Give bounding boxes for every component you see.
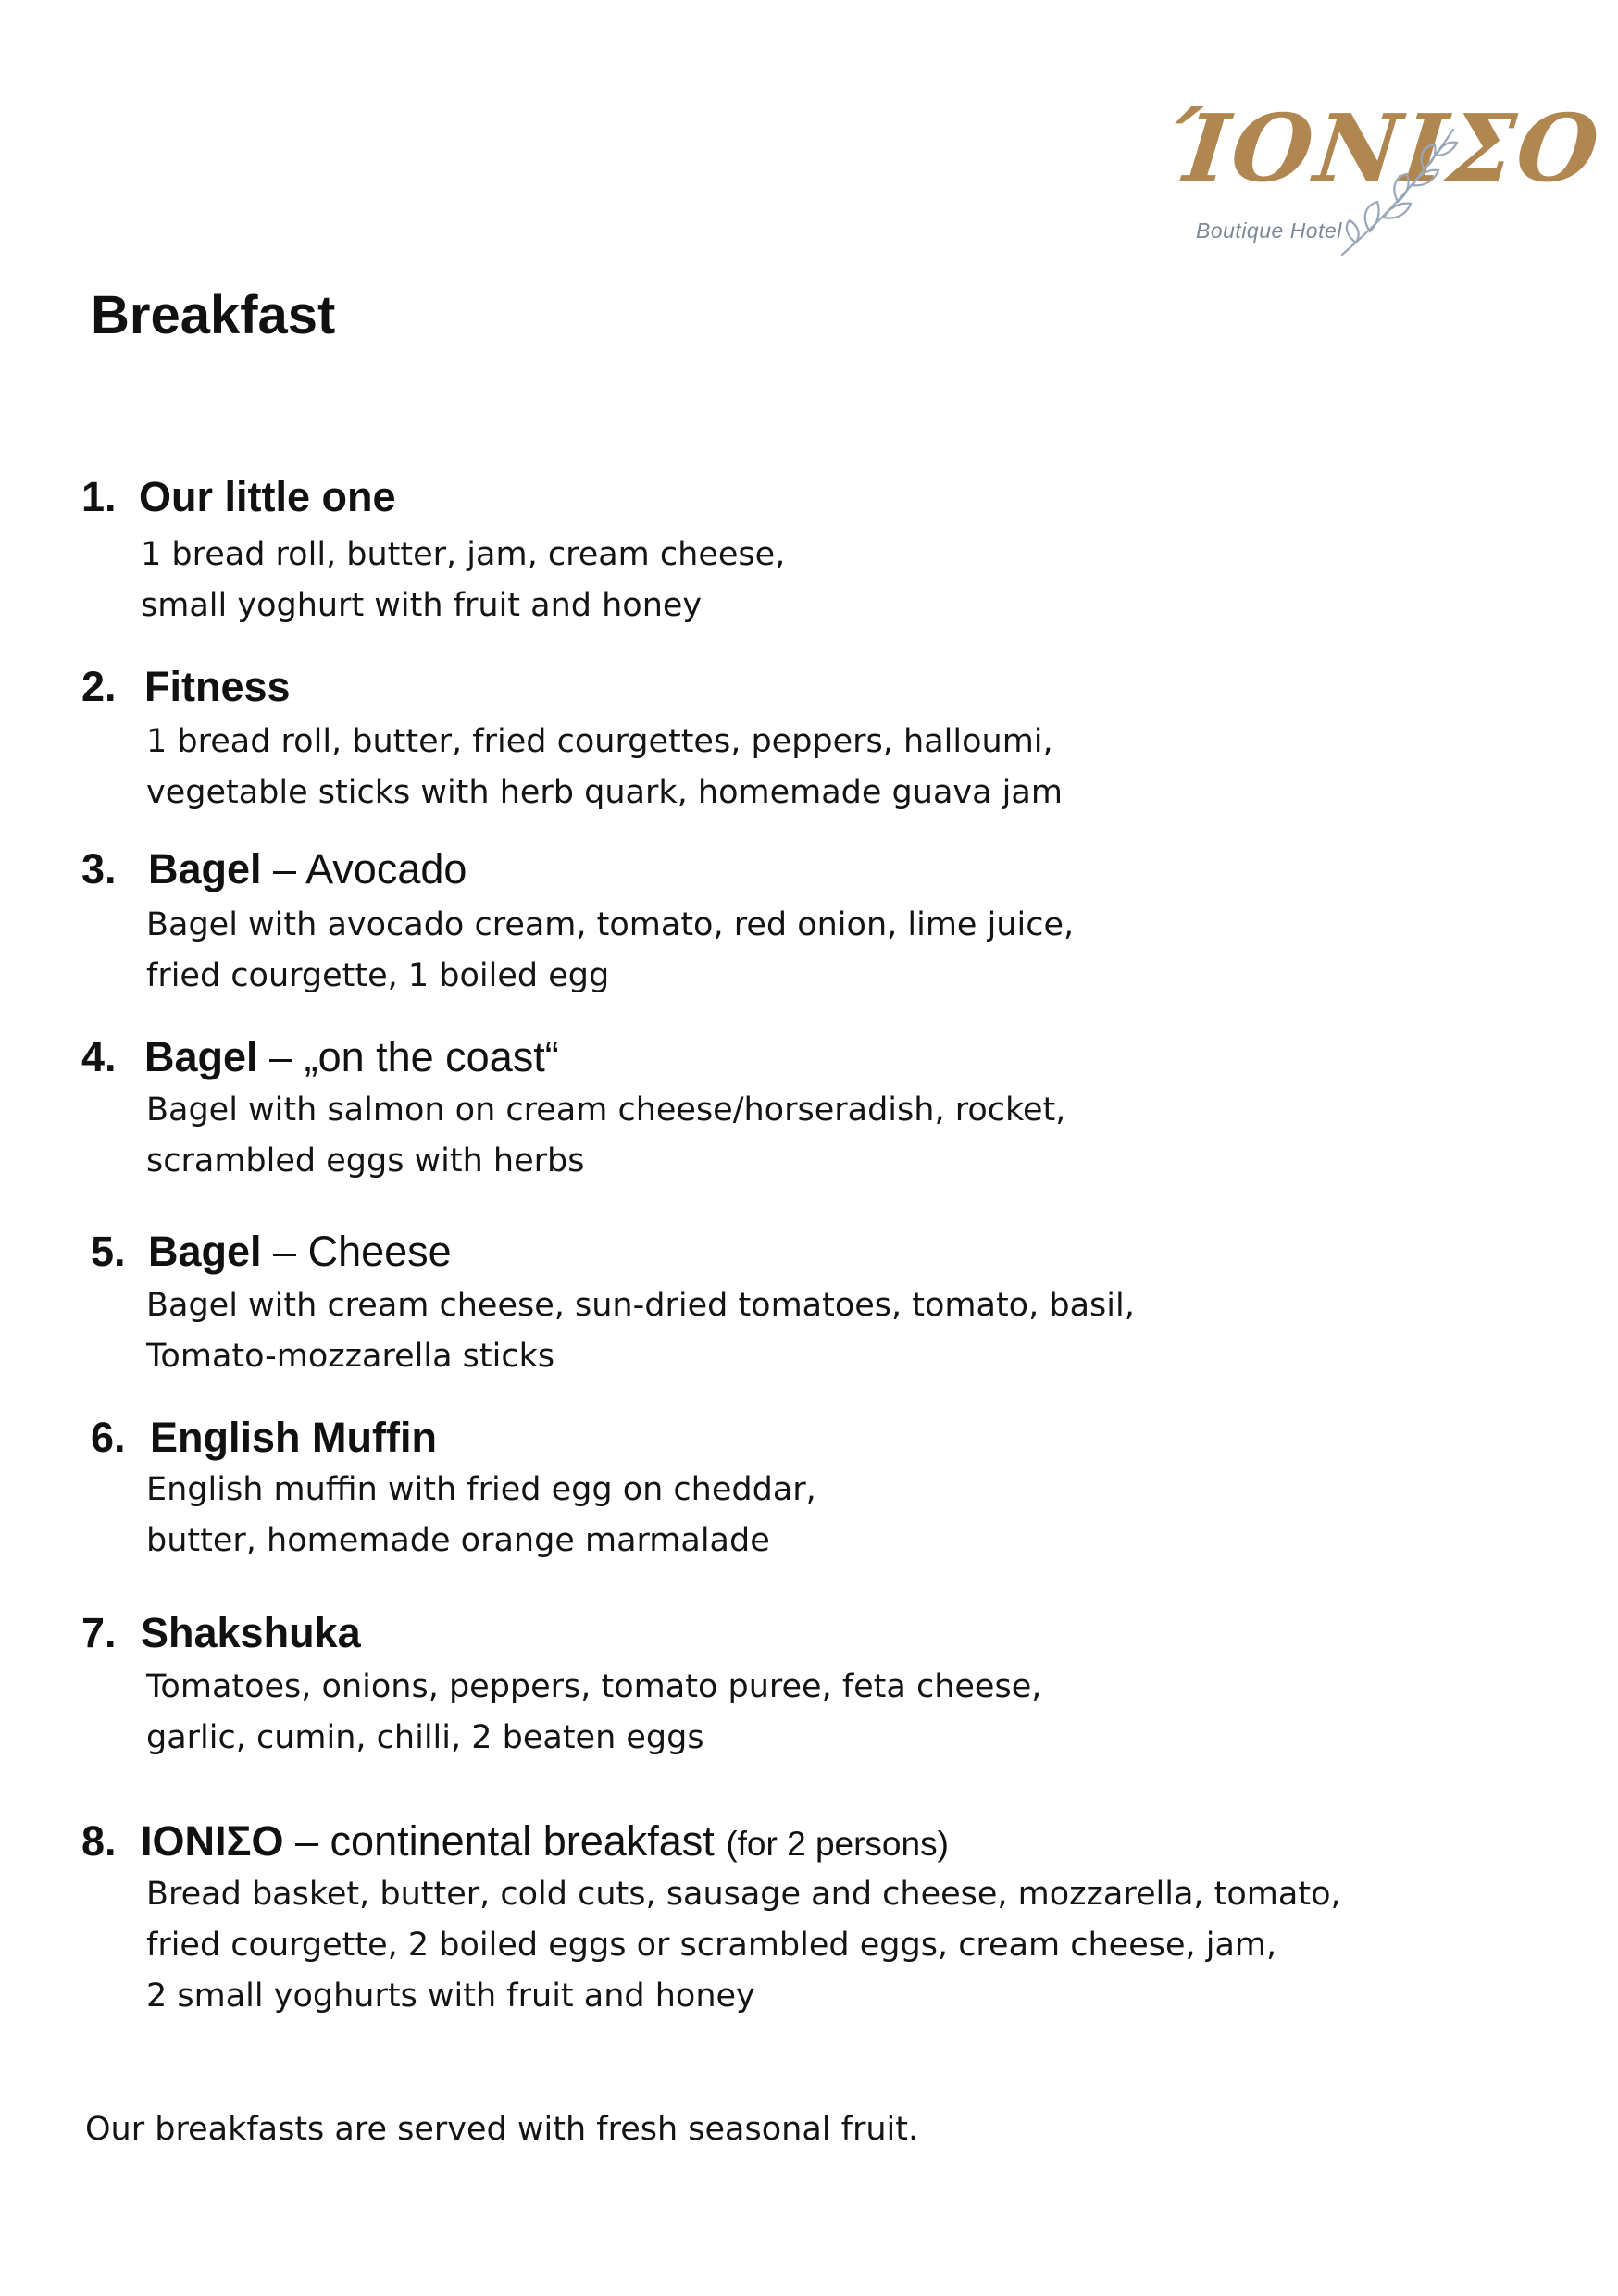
item-number: 5. xyxy=(91,1228,126,1275)
item-number: 2. xyxy=(81,663,117,710)
description-line: 1 bread roll, butter, jam, cream cheese, xyxy=(141,536,786,573)
item-name: Bagel xyxy=(144,1033,258,1080)
item-description xyxy=(146,1085,1065,1187)
item-name: English Muffin xyxy=(150,1414,437,1461)
description-line: Bagel with salmon on cream cheese/horseradish, rocket, xyxy=(146,1092,1066,1129)
description-line: Bagel with avocado cream, tomato, red onion, lime juice, xyxy=(146,906,1075,943)
page-title: Breakfast xyxy=(91,285,336,345)
menu-item-heading xyxy=(81,1817,949,1865)
item-name: ΙΟΝΙΣΟ xyxy=(141,1817,284,1865)
description-line: English muffin with fried egg on cheddar, xyxy=(146,1471,816,1508)
item-subtitle: – „on the coast“ xyxy=(257,1033,559,1080)
item-name: Bagel xyxy=(148,845,262,892)
item-name: Fitness xyxy=(144,663,291,710)
description-line: fried courgette, 2 boiled eggs or scrambled eggs, cream cheese, jam, xyxy=(146,1927,1277,1964)
description-line: Bread basket, butter, cold cuts, sausage and cheese, mozzarella, tomato, xyxy=(146,1876,1341,1913)
item-description xyxy=(146,1869,1341,2022)
item-note: (for 2 persons) xyxy=(726,1825,949,1863)
menu-item-heading xyxy=(91,1228,452,1275)
menu-item-heading xyxy=(81,845,467,892)
description-line: scrambled eggs with herbs xyxy=(146,1142,585,1179)
footer-note: Our breakfasts are served with fresh seasonal fruit. xyxy=(85,2111,919,2148)
item-subtitle: – Cheese xyxy=(261,1228,452,1275)
description-line: Bagel with cream cheese, sun-dried tomatoes, tomato, basil, xyxy=(146,1287,1135,1324)
item-number: 4. xyxy=(81,1033,117,1080)
item-name: Shakshuka xyxy=(141,1609,361,1656)
description-line: vegetable sticks with herb quark, homemade guava jam xyxy=(146,774,1063,811)
item-subtitle: – Avocado xyxy=(261,845,467,892)
item-number: 8. xyxy=(81,1817,117,1865)
description-line: small yoghurt with fruit and honey xyxy=(141,587,703,624)
item-subtitle: – continental breakfast xyxy=(283,1817,727,1865)
logo-wordmark: ΊΟΝΙΣΟ xyxy=(1162,94,1607,203)
menu-item-heading xyxy=(81,1033,559,1080)
item-number: 3. xyxy=(81,845,117,892)
logo-subtitle: Boutique Hotel xyxy=(1196,218,1342,243)
item-name: Our little one xyxy=(139,473,396,520)
menu-item-heading xyxy=(81,473,396,520)
item-name: Bagel xyxy=(148,1228,262,1275)
menu-item-heading xyxy=(81,1609,361,1656)
item-description xyxy=(141,530,785,631)
description-line: Tomatoes, onions, peppers, tomato puree, feta cheese, xyxy=(146,1668,1042,1705)
item-number: 7. xyxy=(81,1609,117,1656)
item-description xyxy=(146,1465,816,1566)
description-line: 1 bread roll, butter, fried courgettes, peppers, halloumi, xyxy=(146,723,1053,760)
item-description xyxy=(146,1280,1135,1382)
menu-item-heading xyxy=(81,663,291,710)
item-description xyxy=(146,1662,1041,1764)
description-line: fried courgette, 1 boiled egg xyxy=(146,957,610,994)
menu-item-heading xyxy=(91,1414,437,1461)
description-line: butter, homemade orange marmalade xyxy=(146,1522,770,1559)
item-description xyxy=(146,717,1063,818)
olive-branch-icon xyxy=(1333,120,1462,259)
hotel-logo xyxy=(1148,94,1607,259)
item-number: 1. xyxy=(81,473,117,520)
description-line: garlic, cumin, chilli, 2 beaten eggs xyxy=(146,1719,704,1756)
item-number: 6. xyxy=(91,1414,126,1461)
description-line: 2 small yoghurts with fruit and honey xyxy=(146,1978,755,2015)
item-description xyxy=(146,900,1074,1002)
description-line: Tomato-mozzarella sticks xyxy=(146,1338,555,1375)
